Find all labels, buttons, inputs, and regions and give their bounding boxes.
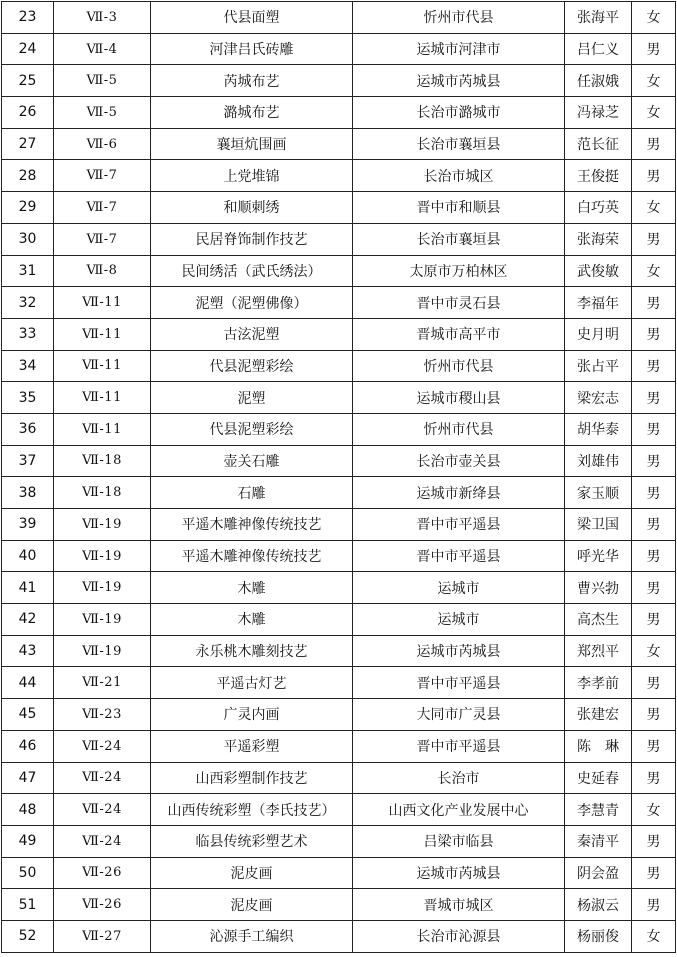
inheritor-name-cell: 陈 琳 [565,730,632,762]
project-code-cell: Ⅶ-27 [54,920,151,952]
gender-cell: 女 [632,635,676,667]
table-row [2,33,676,65]
project-name-cell: 广灵内画 [151,699,353,731]
project-name-cell: 泥皮画 [151,857,353,889]
row-number-cell: 30 [2,223,54,255]
table-row [2,509,676,541]
inheritor-name-cell: 范长征 [565,128,632,160]
row-number-cell: 36 [2,413,54,445]
gender-cell: 男 [632,160,676,192]
row-number-cell: 26 [2,97,54,129]
gender-cell: 女 [632,192,676,224]
row-number-cell: 49 [2,825,54,857]
inheritor-name-cell: 梁宏志 [565,382,632,414]
region-cell: 忻州市代县 [353,350,565,382]
table-row [2,920,676,952]
inheritor-name-cell: 白巧英 [565,192,632,224]
gender-cell: 女 [632,97,676,129]
row-number-cell: 42 [2,604,54,636]
gender-cell: 男 [632,445,676,477]
gender-cell: 男 [632,604,676,636]
project-code-cell: Ⅶ-5 [54,97,151,129]
gender-cell: 男 [632,350,676,382]
table-row [2,730,676,762]
region-cell: 长治市 [353,762,565,794]
inheritor-name-cell: 呼光华 [565,540,632,572]
region-cell: 运城市新绛县 [353,477,565,509]
region-cell: 运城市稷山县 [353,382,565,414]
inheritor-name-cell: 阴会盈 [565,857,632,889]
region-cell: 晋中市和顺县 [353,192,565,224]
project-name-cell: 上党堆锦 [151,160,353,192]
table-row [2,287,676,319]
project-name-cell: 古泫泥塑 [151,318,353,350]
row-number-cell: 34 [2,350,54,382]
row-number-cell: 46 [2,730,54,762]
region-cell: 晋城市高平市 [353,318,565,350]
table-row [2,540,676,572]
gender-cell: 男 [632,762,676,794]
table-row [2,572,676,604]
inheritor-name-cell: 刘雄伟 [565,445,632,477]
project-code-cell: Ⅶ-24 [54,825,151,857]
project-name-cell: 襄垣炕围画 [151,128,353,160]
project-code-cell: Ⅶ-19 [54,540,151,572]
gender-cell: 男 [632,413,676,445]
table-row [2,192,676,224]
inheritor-name-cell: 张海荣 [565,223,632,255]
gender-cell: 男 [632,667,676,699]
row-number-cell: 41 [2,572,54,604]
gender-cell: 男 [632,540,676,572]
gender-cell: 男 [632,287,676,319]
inheritor-name-cell: 李孝前 [565,667,632,699]
region-cell: 运城市芮城县 [353,65,565,97]
gender-cell: 男 [632,509,676,541]
row-number-cell: 37 [2,445,54,477]
project-name-cell: 平遥古灯艺 [151,667,353,699]
project-name-cell: 永乐桃木雕刻技艺 [151,635,353,667]
table-row [2,667,676,699]
table-row [2,477,676,509]
project-name-cell: 民间绣活（武氏绣法） [151,255,353,287]
project-code-cell: Ⅶ-8 [54,255,151,287]
table-row [2,825,676,857]
project-name-cell: 河津吕氏砖雕 [151,33,353,65]
inheritor-name-cell: 曹兴勃 [565,572,632,604]
table-row [2,97,676,129]
inheritor-name-cell: 李福年 [565,287,632,319]
row-number-cell: 39 [2,509,54,541]
project-code-cell: Ⅶ-21 [54,667,151,699]
project-name-cell: 山西传统彩塑（李氏技艺） [151,794,353,826]
region-cell: 运城市河津市 [353,33,565,65]
project-code-cell: Ⅶ-24 [54,794,151,826]
project-name-cell: 壶关石雕 [151,445,353,477]
project-code-cell: Ⅶ-11 [54,318,151,350]
region-cell: 长治市襄垣县 [353,223,565,255]
table-row [2,350,676,382]
inheritor-name-cell: 家玉顺 [565,477,632,509]
region-cell: 运城市 [353,572,565,604]
row-number-cell: 52 [2,920,54,952]
table-row [2,794,676,826]
project-name-cell: 平遥彩塑 [151,730,353,762]
region-cell: 大同市广灵县 [353,699,565,731]
gender-cell: 女 [632,920,676,952]
table-row [2,445,676,477]
region-cell: 长治市城区 [353,160,565,192]
table-row [2,65,676,97]
gender-cell: 男 [632,318,676,350]
project-code-cell: Ⅶ-19 [54,509,151,541]
inheritor-name-cell: 张建宏 [565,699,632,731]
inheritor-name-cell: 任淑娥 [565,65,632,97]
inheritor-name-cell: 秦清平 [565,825,632,857]
project-code-cell: Ⅶ-7 [54,160,151,192]
row-number-cell: 25 [2,65,54,97]
table-row [2,857,676,889]
table-row [2,604,676,636]
gender-cell: 男 [632,382,676,414]
region-cell: 晋中市平遥县 [353,730,565,762]
project-code-cell: Ⅶ-26 [54,889,151,921]
table-row [2,889,676,921]
gender-cell: 男 [632,857,676,889]
region-cell: 忻州市代县 [353,2,565,34]
project-name-cell: 代县泥塑彩绘 [151,413,353,445]
project-name-cell: 木雕 [151,572,353,604]
project-name-cell: 代县面塑 [151,2,353,34]
inheritor-name-cell: 史延春 [565,762,632,794]
gender-cell: 男 [632,223,676,255]
project-name-cell: 泥塑 [151,382,353,414]
project-code-cell: Ⅶ-19 [54,635,151,667]
project-code-cell: Ⅶ-5 [54,65,151,97]
inheritor-name-cell: 张占平 [565,350,632,382]
region-cell: 长治市襄垣县 [353,128,565,160]
project-name-cell: 平遥木雕神像传统技艺 [151,540,353,572]
project-code-cell: Ⅶ-11 [54,382,151,414]
gender-cell: 男 [632,825,676,857]
inheritor-name-cell: 杨淑云 [565,889,632,921]
region-cell: 忻州市代县 [353,413,565,445]
table-row [2,413,676,445]
project-code-cell: Ⅶ-19 [54,604,151,636]
project-code-cell: Ⅶ-19 [54,572,151,604]
region-cell: 运城市芮城县 [353,635,565,667]
table-row [2,128,676,160]
project-code-cell: Ⅶ-18 [54,445,151,477]
region-cell: 山西文化产业发展中心 [353,794,565,826]
inheritor-name-cell: 梁卫国 [565,509,632,541]
row-number-cell: 35 [2,382,54,414]
row-number-cell: 50 [2,857,54,889]
gender-cell: 男 [632,477,676,509]
table-row [2,223,676,255]
table-row [2,635,676,667]
inheritor-name-cell: 武俊敏 [565,255,632,287]
project-code-cell: Ⅶ-6 [54,128,151,160]
project-code-cell: Ⅶ-24 [54,730,151,762]
inheritor-name-cell: 李慧青 [565,794,632,826]
row-number-cell: 27 [2,128,54,160]
row-number-cell: 47 [2,762,54,794]
inheritor-name-cell: 胡华泰 [565,413,632,445]
region-cell: 太原市万柏林区 [353,255,565,287]
table-row [2,762,676,794]
project-code-cell: Ⅶ-18 [54,477,151,509]
gender-cell: 男 [632,572,676,604]
gender-cell: 男 [632,699,676,731]
row-number-cell: 45 [2,699,54,731]
gender-cell: 男 [632,33,676,65]
project-code-cell: Ⅶ-11 [54,287,151,319]
project-name-cell: 石雕 [151,477,353,509]
row-number-cell: 32 [2,287,54,319]
project-name-cell: 沁源手工编织 [151,920,353,952]
project-code-cell: Ⅶ-11 [54,350,151,382]
row-number-cell: 48 [2,794,54,826]
project-name-cell: 代县泥塑彩绘 [151,350,353,382]
project-code-cell: Ⅶ-3 [54,2,151,34]
region-cell: 晋城市城区 [353,889,565,921]
row-number-cell: 31 [2,255,54,287]
gender-cell: 女 [632,794,676,826]
inheritor-name-cell: 王俊挺 [565,160,632,192]
project-name-cell: 临县传统彩塑艺术 [151,825,353,857]
project-code-cell: Ⅶ-26 [54,857,151,889]
project-code-cell: Ⅶ-24 [54,762,151,794]
table-row [2,382,676,414]
inheritor-name-cell: 吕仁义 [565,33,632,65]
table-row [2,255,676,287]
row-number-cell: 40 [2,540,54,572]
project-code-cell: Ⅶ-7 [54,192,151,224]
gender-cell: 女 [632,2,676,34]
project-name-cell: 山西彩塑制作技艺 [151,762,353,794]
row-number-cell: 33 [2,318,54,350]
region-cell: 晋中市灵石县 [353,287,565,319]
inheritor-name-cell: 高杰生 [565,604,632,636]
project-code-cell: Ⅶ-11 [54,413,151,445]
project-code-cell: Ⅶ-7 [54,223,151,255]
gender-cell: 男 [632,730,676,762]
row-number-cell: 51 [2,889,54,921]
inheritor-name-cell: 冯禄芝 [565,97,632,129]
project-name-cell: 泥皮画 [151,889,353,921]
region-cell: 运城市 [353,604,565,636]
gender-cell: 男 [632,128,676,160]
project-name-cell: 民居脊饰制作技艺 [151,223,353,255]
region-cell: 晋中市平遥县 [353,509,565,541]
row-number-cell: 29 [2,192,54,224]
table-row [2,318,676,350]
gender-cell: 女 [632,255,676,287]
region-cell: 晋中市平遥县 [353,667,565,699]
row-number-cell: 44 [2,667,54,699]
inheritor-name-cell: 郑烈平 [565,635,632,667]
project-name-cell: 木雕 [151,604,353,636]
gender-cell: 女 [632,65,676,97]
row-number-cell: 23 [2,2,54,34]
region-cell: 晋中市平遥县 [353,540,565,572]
row-number-cell: 28 [2,160,54,192]
heritage-inheritors-table [1,1,676,953]
inheritor-name-cell: 史月明 [565,318,632,350]
row-number-cell: 38 [2,477,54,509]
region-cell: 吕梁市临县 [353,825,565,857]
gender-cell: 男 [632,889,676,921]
project-name-cell: 泥塑（泥塑佛像） [151,287,353,319]
inheritor-name-cell: 张海平 [565,2,632,34]
row-number-cell: 43 [2,635,54,667]
project-name-cell: 芮城布艺 [151,65,353,97]
region-cell: 长治市沁源县 [353,920,565,952]
table-row [2,699,676,731]
project-code-cell: Ⅶ-4 [54,33,151,65]
region-cell: 长治市潞城市 [353,97,565,129]
inheritor-name-cell: 杨丽俊 [565,920,632,952]
project-name-cell: 平遥木雕神像传统技艺 [151,509,353,541]
table-row [2,2,676,34]
project-name-cell: 潞城布艺 [151,97,353,129]
table-row [2,160,676,192]
project-name-cell: 和顺刺绣 [151,192,353,224]
row-number-cell: 24 [2,33,54,65]
project-code-cell: Ⅶ-23 [54,699,151,731]
region-cell: 长治市壶关县 [353,445,565,477]
table-body [2,2,676,953]
region-cell: 运城市芮城县 [353,857,565,889]
